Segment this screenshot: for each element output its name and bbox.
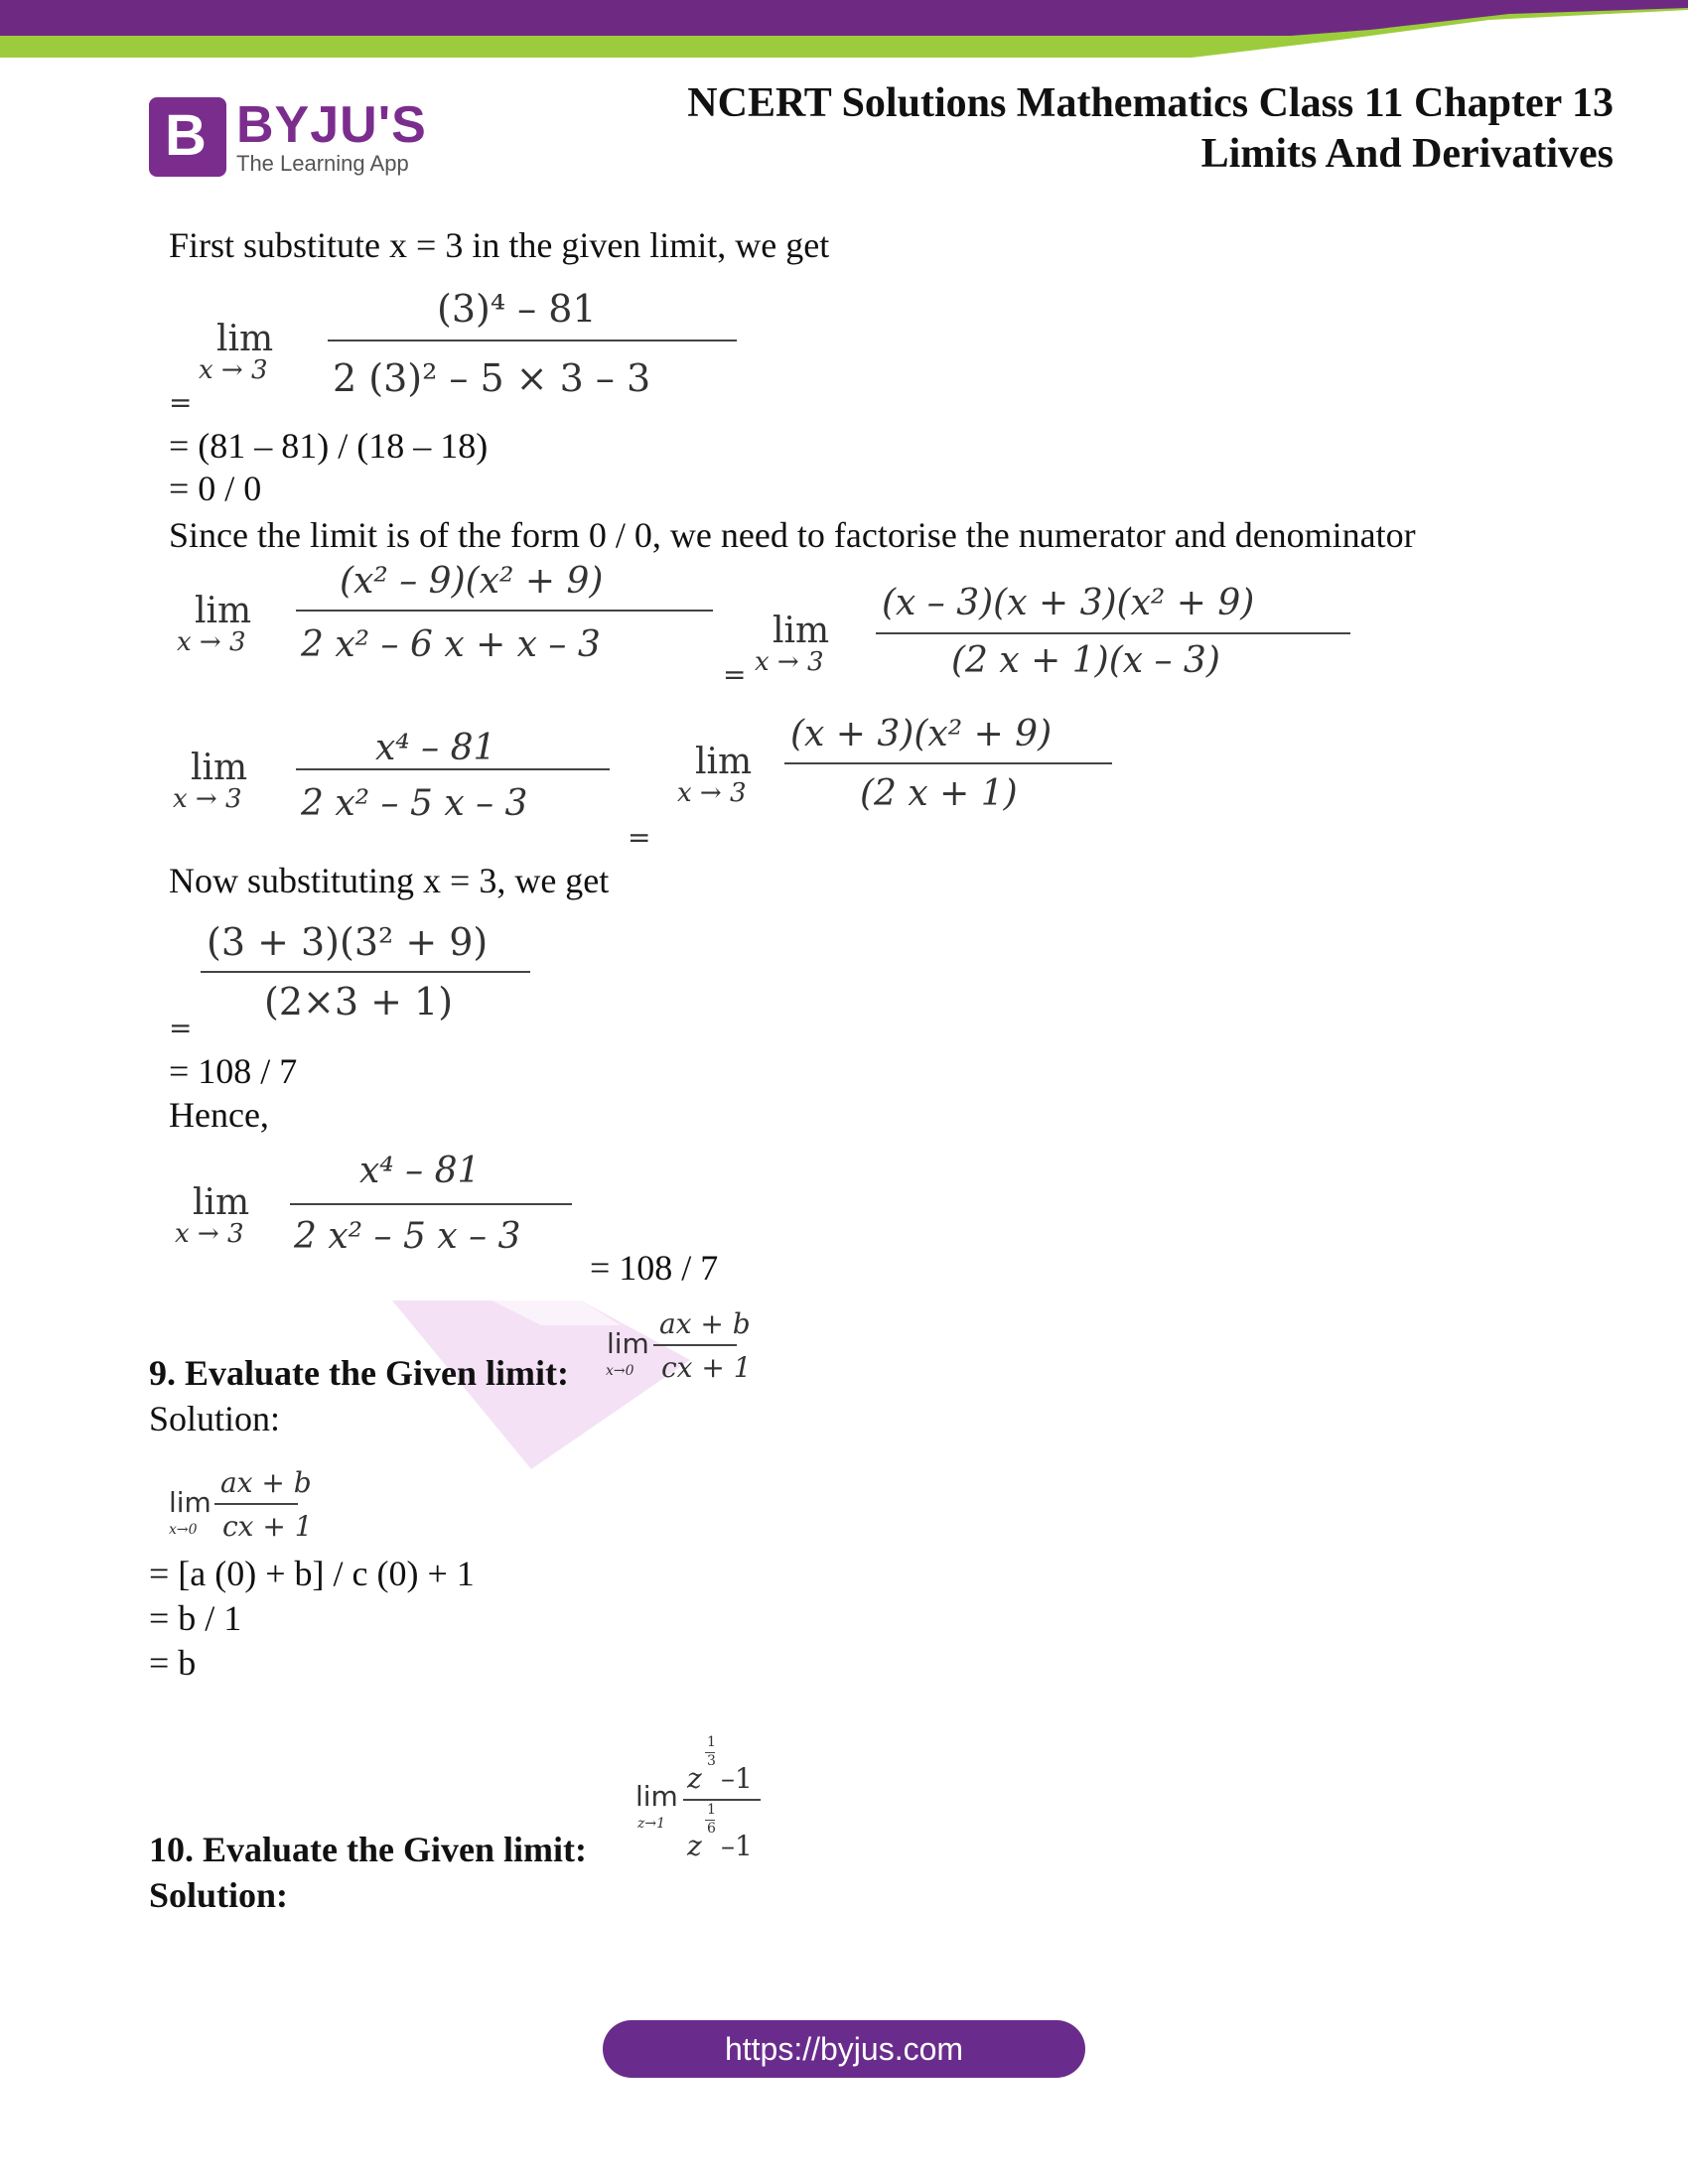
lim-label: lim bbox=[216, 319, 274, 359]
lim-subscript: x → 3 bbox=[173, 784, 242, 814]
fraction-denominator: 2 x² – 6 x + x – 3 bbox=[301, 624, 601, 665]
lim-subscript: x → 3 bbox=[755, 647, 824, 677]
lim-label: lim bbox=[773, 611, 830, 651]
text-line: = 108 / 7 bbox=[590, 1248, 719, 1288]
fraction-bar bbox=[214, 1503, 298, 1505]
fraction-denominator: cx + 1 bbox=[661, 1351, 752, 1384]
lim-subscript: x → 3 bbox=[677, 778, 747, 808]
brand-tagline: The Learning App bbox=[236, 151, 409, 176]
doc-title-line2: Limits And Derivatives bbox=[1200, 131, 1614, 177]
text-line: = 108 / 7 bbox=[169, 1051, 298, 1091]
fraction-bar bbox=[653, 1344, 737, 1346]
fraction-bar bbox=[296, 610, 713, 612]
fraction-denominator: (2×3 + 1) bbox=[264, 980, 454, 1024]
lim-label: lim bbox=[695, 742, 753, 782]
fraction-bar bbox=[784, 762, 1112, 764]
equals-sign: = bbox=[628, 821, 651, 854]
equals-sign: = bbox=[723, 658, 747, 691]
lim-subscript: x → 3 bbox=[199, 355, 268, 385]
fraction-denominator: cx + 1 bbox=[222, 1510, 313, 1543]
lim-label: lim bbox=[193, 1182, 250, 1223]
fraction-numerator: ax + b bbox=[220, 1466, 312, 1499]
fraction-numerator: x⁴ – 81 bbox=[375, 728, 496, 768]
fraction-denominator: (2 x + 1)(x – 3) bbox=[951, 640, 1220, 681]
text-line: Since the limit is of the form 0 / 0, we need to factorise the numerator and denominator bbox=[169, 515, 1416, 555]
solution-label: Solution: bbox=[149, 1875, 289, 1915]
fraction-bar bbox=[290, 1203, 572, 1205]
question-9-title: 9. Evaluate the Given limit: bbox=[149, 1353, 569, 1393]
text-line: = 0 / 0 bbox=[169, 469, 262, 508]
fraction-numerator: x⁴ – 81 bbox=[359, 1151, 481, 1191]
equals-sign: = bbox=[169, 386, 193, 419]
brand-name: BYJU'S bbox=[236, 96, 427, 154]
logo-b-icon: B bbox=[149, 97, 226, 177]
lim-label: lim bbox=[169, 1486, 211, 1519]
doc-title-line1: NCERT Solutions Mathematics Class 11 Chapter 13 bbox=[687, 80, 1614, 126]
fraction-numerator: (3 + 3)(3² + 9) bbox=[207, 920, 489, 964]
lim-label: lim bbox=[195, 591, 252, 631]
lim-label: lim bbox=[635, 1780, 678, 1813]
text-line: Now substituting x = 3, we get bbox=[169, 861, 610, 900]
solution-label: Solution: bbox=[149, 1399, 281, 1438]
text-line: = [a (0) + b] / c (0) + 1 bbox=[149, 1554, 475, 1593]
byjus-logo bbox=[149, 97, 437, 179]
lim-subscript: x→0 bbox=[606, 1363, 634, 1379]
fraction-bar bbox=[201, 971, 530, 973]
lim-subscript: z→1 bbox=[637, 1816, 666, 1832]
fraction-numerator: ax + b bbox=[659, 1307, 751, 1340]
fraction-bar bbox=[296, 768, 610, 770]
equals-sign: = bbox=[169, 1012, 193, 1044]
fraction-numerator: z 1 3 –1 bbox=[687, 1734, 753, 1795]
fraction-bar bbox=[328, 340, 737, 341]
text-line: First substitute x = 3 in the given limit, we get bbox=[169, 225, 830, 265]
text-line: = b / 1 bbox=[149, 1598, 242, 1638]
fraction-denominator: (2 x + 1) bbox=[860, 773, 1018, 814]
lim-subscript: x → 3 bbox=[175, 1219, 244, 1249]
fraction-numerator: (3)⁴ – 81 bbox=[437, 287, 597, 331]
fraction-numerator: (x + 3)(x² + 9) bbox=[790, 714, 1053, 754]
fraction-denominator: 2 (3)² – 5 × 3 – 3 bbox=[333, 356, 651, 400]
lim-label: lim bbox=[607, 1327, 649, 1360]
lim-label: lim bbox=[191, 748, 248, 788]
text-line: = b bbox=[149, 1643, 197, 1683]
text-line: = (81 – 81) / (18 – 18) bbox=[169, 426, 489, 466]
question-10-title: 10. Evaluate the Given limit: bbox=[149, 1830, 587, 1869]
fraction-denominator: 2 x² – 5 x – 3 bbox=[294, 1216, 521, 1257]
fraction-numerator: (x² – 9)(x² + 9) bbox=[340, 561, 604, 602]
top-decorative-bar bbox=[0, 0, 1688, 60]
lim-subscript: x→0 bbox=[169, 1522, 198, 1538]
footer-url-link[interactable]: https://byjus.com bbox=[603, 2020, 1085, 2078]
text-line: Hence, bbox=[169, 1095, 269, 1135]
fraction-denominator: z 1 6 –1 bbox=[687, 1802, 753, 1862]
fraction-numerator: (x – 3)(x + 3)(x² + 9) bbox=[882, 583, 1255, 623]
lim-subscript: x → 3 bbox=[177, 627, 246, 657]
fraction-denominator: 2 x² – 5 x – 3 bbox=[301, 783, 528, 824]
fraction-bar bbox=[876, 632, 1350, 634]
